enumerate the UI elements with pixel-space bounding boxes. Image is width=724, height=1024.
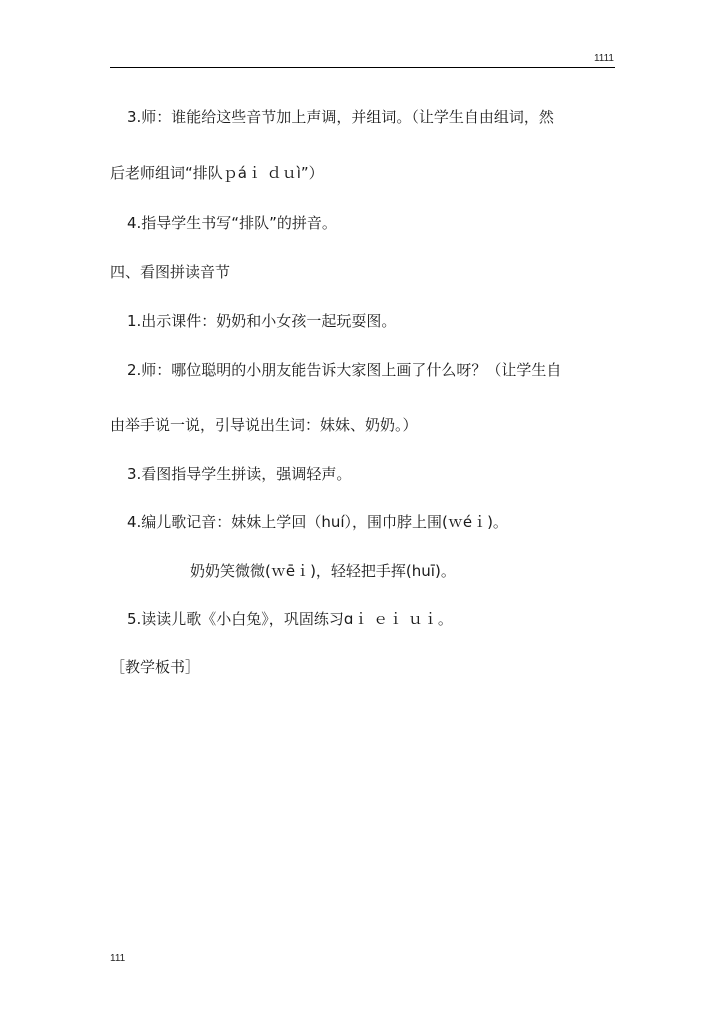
text-line-10: 奶奶笑微微(ｗēｉ)，轻轻把手挥(huī)。	[190, 562, 456, 580]
board-writing-heading: ［教学板书］	[110, 658, 201, 676]
header-rule	[110, 67, 615, 68]
text-line-8: 3.看图指导学生拼读，强调轻声。	[127, 465, 352, 483]
text-line-7: 由举手说一说，引导说出生词：妹妹、奶奶。）	[110, 416, 418, 434]
footer-page-number: 111	[110, 953, 126, 964]
text-line-3: 4.指导学生书写“排队”的拼音。	[127, 214, 337, 232]
text-line-6: 2.师：哪位聪明的小朋友能告诉大家图上画了什么呀？（让学生自	[127, 361, 562, 379]
text-line-1: 3.师：谁能给这些音节加上声调，并组词。（让学生自由组词，然	[127, 108, 554, 126]
section-heading: 四、看图拼读音节	[110, 263, 231, 281]
text-line-9: 4.编儿歌记音：妹妹上学回（huí），围巾脖上围(ｗéｉ)。	[127, 513, 508, 531]
text-line-2: 后老师组词“排队ｐáｉ ｄｕì”）	[110, 164, 324, 182]
text-line-5: 1.出示课件：奶奶和小女孩一起玩耍图。	[127, 312, 397, 330]
header-page-number: 1111	[593, 53, 614, 64]
text-line-11: 5.读读儿歌《小白兔》，巩固练习ɑｉ ｅｉ ｕｉ。	[127, 610, 453, 628]
